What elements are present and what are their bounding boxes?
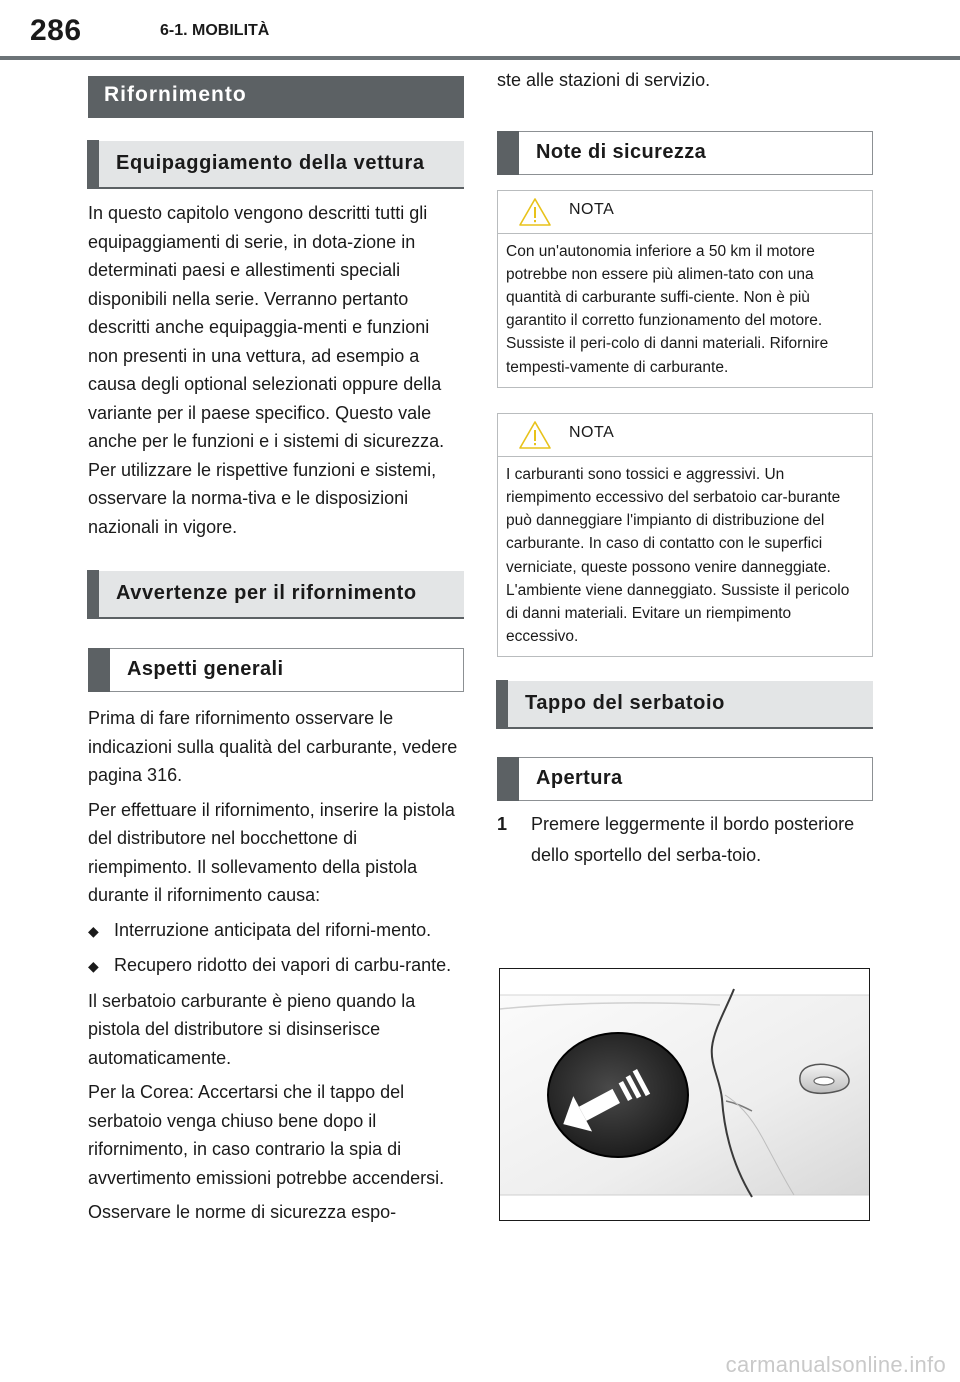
warning-triangle-icon: [518, 197, 552, 227]
note-title: NOTA: [569, 423, 615, 441]
heading-opening: Apertura: [497, 757, 873, 801]
page-number: 286: [30, 14, 82, 47]
warning-triangle-icon: [518, 420, 552, 450]
heading-refuel-warnings: Avvertenze per il rifornimento: [88, 571, 464, 619]
para-safety-end: ste alle stazioni di servizio.: [497, 70, 711, 90]
para-tank-full: Il serbatoio carburante è pieno quando la pistola del distributore si disinserisce automaticamente.: [88, 990, 416, 1068]
bullet-diamond-icon: ◆: [88, 922, 99, 939]
para-nozzle: Per effettuare il rifornimento, inserire la pistola del distributore nel bocchettone di riempimento. Il sollevamento della pistola durante il rifornimento causa:: [88, 799, 455, 905]
watermark: carmanualsonline.info: [725, 1352, 946, 1377]
bullet-text: Recupero ridotto dei vapori di carbu-rante.: [114, 955, 452, 975]
note-text: Con un'autonomia inferiore a 50 km il motore potrebbe non essere più alimen-tato con una quantità di carburante suffi-ciente. Non è più garantito il corretto funzionamento del motore. Sussiste il peri-colo di danni materiali. Rifornire tempesti-vamente di carburante.: [506, 242, 829, 376]
step-number: 1: [497, 814, 508, 835]
heading-safety-notes: Note di sicurezza: [497, 131, 873, 175]
header-rule: [0, 56, 960, 60]
left-column: [88, 76, 464, 1227]
bullet-diamond-icon: ◆: [88, 958, 99, 974]
note-text: I carburanti sono tossici e aggressivi. Un riempimento eccessivo del serbatoio car-burante può danneggiare l'impianto di distribuzione del carburante. In caso di contatto con le superfici verniciate, queste possono venire danneggiate. L'ambiente viene danneggiato. Sussiste il pericolo di danni materiali. Evitare un riempimento eccessivo.: [506, 465, 850, 646]
chapter-title: Rifornimento: [88, 76, 464, 118]
note-header: [498, 414, 872, 457]
para-korea: Per la Corea: Accertarsi che il tappo del serbatoio venga chiuso bene dopo il rifornimento, in caso contrario la spia di avvertimento emissioni potrebbe accendersi.: [88, 1082, 445, 1188]
para-safety-start: Osservare le norme di sicurezza espo-: [88, 1202, 397, 1222]
step-item: [497, 809, 873, 871]
list-item: [88, 951, 464, 981]
note-box: [497, 413, 873, 658]
fuel-flap-image: [500, 969, 869, 1220]
note-box: [497, 190, 873, 388]
para-fuel-quality: Prima di fare rifornimento osservare le indicazioni sulla qualità del carburante, vedere pagina 316.: [88, 708, 458, 785]
page-header: [0, 0, 960, 60]
bullet-text: Interruzione anticipata del riforni-mento.: [114, 919, 432, 940]
list-item: [88, 916, 464, 946]
equipment-text: In questo capitolo vengono descritti tutti gli equipaggiamenti di serie, in dota-zione in determinati paesi e allestimenti speciali disponibili nella serie. Verranno pertanto descritti anche equipaggia-menti e funzioni non presenti in una vettura, ad esempio a causa degli optional selezionati oppure della variante per il paese specifico. Questo vale anche per le funzioni e i sistemi di sicurezza. Per utilizzare le rispettive funzioni e sistemi, osservare la norma-tiva e le disposizioni nazionali in vigore.: [88, 203, 445, 537]
heading-general: Aspetti generali: [88, 648, 464, 692]
step-text: Premere leggermente il bordo posteriore dello sportello del serba-toio.: [531, 814, 855, 866]
note-header: [498, 191, 872, 234]
fuel-flap-illustration: [499, 968, 870, 1221]
right-column: [497, 66, 873, 871]
note-title: NOTA: [569, 200, 615, 218]
heading-fuel-cap: Tappo del serbatoio: [497, 681, 873, 729]
section-label: 6-1. MOBILITÀ: [160, 22, 270, 39]
heading-equipment: Equipaggiamento della vettura: [88, 141, 464, 189]
